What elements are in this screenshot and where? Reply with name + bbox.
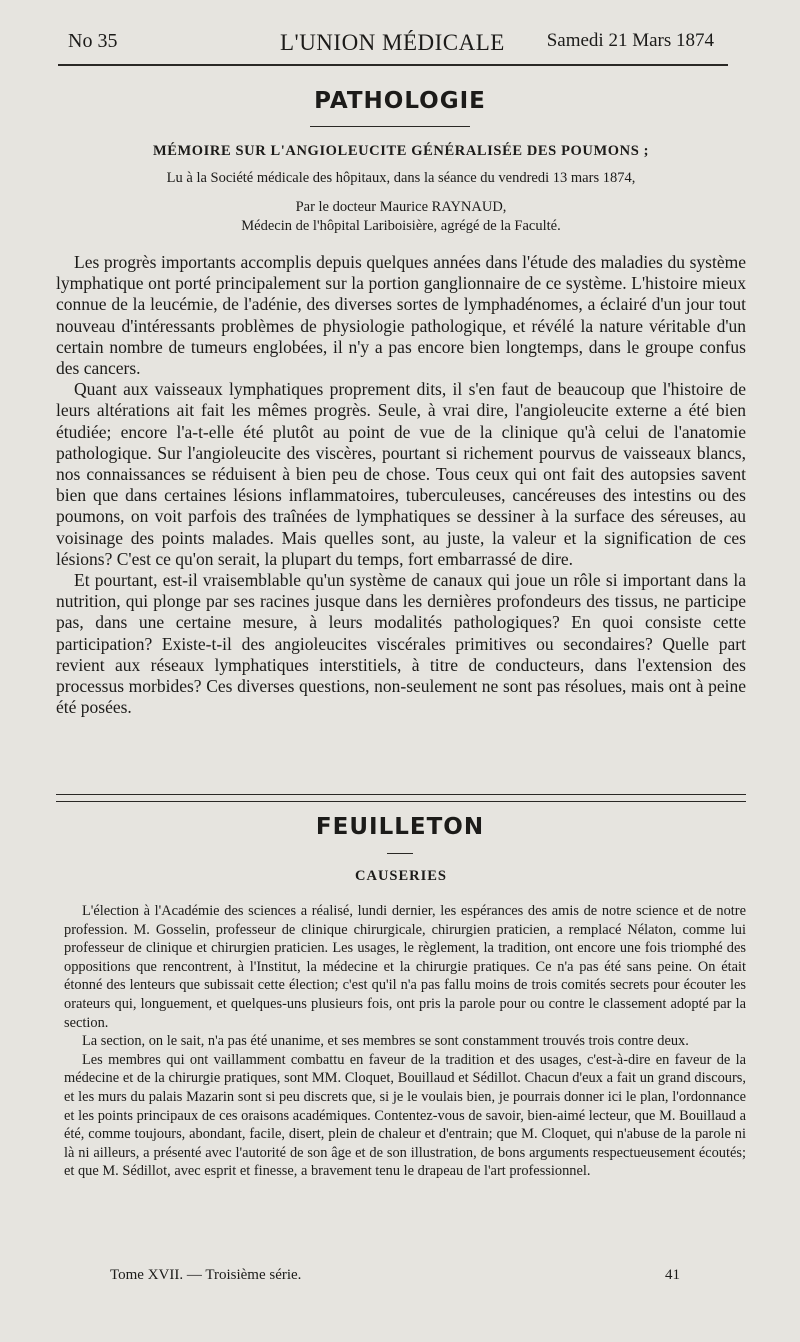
masthead xyxy=(68,30,714,60)
paragraph: Et pourtant, est-il vraisemblable qu'un système de canaux qui joue un rôle si important dans la nutrition, qui plonge par ses racines jusque dans les dernières profondeurs des tissus, ne participe pas, dans une certaine mesure, à leurs modalités pathologiques? En quoi consiste cette participation? Existe-t-il des angioleucites viscérales primitives ou secondaires? Quelle part revient aux réseaux lymphatiques interstitiels, à titre de conducteurs, dans l'extension des processus morbides? Ces diverses questions, non-seulement ne sont pas résolues, mais ont à peine été posées. xyxy=(56,570,746,718)
reading-note: Lu à la Société médicale des hôpitaux, dans la séance du vendredi 13 mars 1874, xyxy=(166,170,636,186)
masthead-rule xyxy=(58,64,728,66)
paragraph: La section, on le sait, n'a pas été unanime, et ses membres se sont constamment trouvés trois contre deux. xyxy=(82,1033,689,1050)
author-affiliation: Médecin de l'hôpital Lariboisière, agrégé de la Faculté. xyxy=(241,218,561,234)
memoire-title: MÉMOIRE SUR L'ANGIOLEUCITE GÉNÉRALISÉE DES POUMONS ; xyxy=(152,143,650,159)
heading-underline xyxy=(310,126,470,127)
paragraph: Les membres qui ont vaillamment combattu en faveur de la tradition et des usages, c'est-à-dire en faveur de la médecine et de la chirurgie pratiques, sont MM. Cloquet, Bouillaud et Sédillot. Chacun d'eux a fait un grand discours, et les murs du palais Mazarin sont si peu discrets que, si je le voulais bien, je pourrais donner ici le plan, l'ordonnance et les points principaux de ces oraisons académiques. Contentez-vous de savoir, bien-aimé lecteur, que M. Bouillaud a été, comme toujours, abondant, facile, disert, plein de chaleur et d'entrain; que M. Cloquet, qui n'abuse de la parole ni là ni ailleurs, a présenté avec l'autorité de son âge et de son illustration, de bons arguments respectueusement écoutés; et que M. Sédillot, avec esprit et finesse, a bravement tenu le drapeau de l'art professionnel. xyxy=(64,1051,746,1180)
volume-note: Tome XVII. — Troisième série. xyxy=(110,1267,302,1283)
feuilleton-subheading: CAUSERIES xyxy=(355,868,447,884)
section-heading-pathologie: PATHOLOGIE xyxy=(314,88,486,114)
paragraph: L'élection à l'Académie des sciences a réalisé, lundi dernier, les espérances des amis de notre science et de notre profession. M. Gosselin, professeur de clinique chirurgicale, chirurgien praticien, a remplacé Nélaton, comme lui professeur de clinique et chirurgien praticien. Les usages, le règlement, la tradition, ont encore une fois triomphé des oppositions que rencontrent, à l'Institut, la médecine et la chirurgie pratiques. Ce n'a pas été sans peine. On était étonné des lenteurs que subissait cette élection; c'est qu'il n'a pas fallu moins de trois comités secrets pour écouter les orateurs qui, longuement, et quelques-uns plusieurs fois, ont pris la parole pour ou contre le classement adopté par la section. xyxy=(64,903,746,1031)
page-footer xyxy=(110,1267,680,1287)
author-line: Par le docteur Maurice RAYNAUD, xyxy=(295,199,507,215)
issue-date: Samedi 21 Mars 1874 xyxy=(546,30,714,51)
section-divider xyxy=(56,794,746,802)
issue-number: No 35 xyxy=(68,30,118,52)
pathologie-body xyxy=(56,252,746,718)
section-heading-feuilleton: FEUILLETON xyxy=(315,814,485,840)
paragraph: Les progrès importants accomplis depuis quelques années dans l'étude des maladies du système lymphatique ont porté principalement sur la portion ganglionnaire de ce système. L'histoire mieux connue de la leucémie, de l'adénie, des diverses sortes de lymphadénomes, a éclairé d'un jour tout nouveau d'intéressants problèmes de physiologie pathologique, et révélé la nature véritable d'un certain nombre de tumeurs englobées, il n'y a pas encore bien longtemps, dans le groupe confus des cancers. xyxy=(56,252,746,379)
heading-underline xyxy=(387,853,413,854)
feuilleton-body xyxy=(64,902,746,1181)
paragraph: Quant aux vaisseaux lymphatiques proprement dits, il s'en faut de beaucoup que l'histoire de leurs altérations ait fait les mêmes progrès. Seule, à vrai dire, l'angioleucite externe a été bien étudiée; encore l'a-t-elle été plutôt au point de vue de la clinique qu'à celui de l'anatomie pathologique. Sur l'angioleucite des viscères, pourtant si richement pourvus de vaisseaux blancs, nos connaissances se réduisent à bien peu de chose. Tous ceux qui ont fait des autopsies savent bien que dans certaines lésions inflammatoires, tuberculeuses, cancéreuses des intestins ou des poumons, on voit parfois des traînées de lymphatiques se dessiner à la surface des séreuses, au voisinage des points malades. Mais quelles sont, au juste, la valeur et la signification de ces lésions? C'est ce qu'on serait, la plupart du temps, fort embarrassé de dire. xyxy=(56,379,746,569)
page-number: 41 xyxy=(665,1267,680,1283)
journal-title: L'UNION MÉDICALE xyxy=(280,30,505,55)
